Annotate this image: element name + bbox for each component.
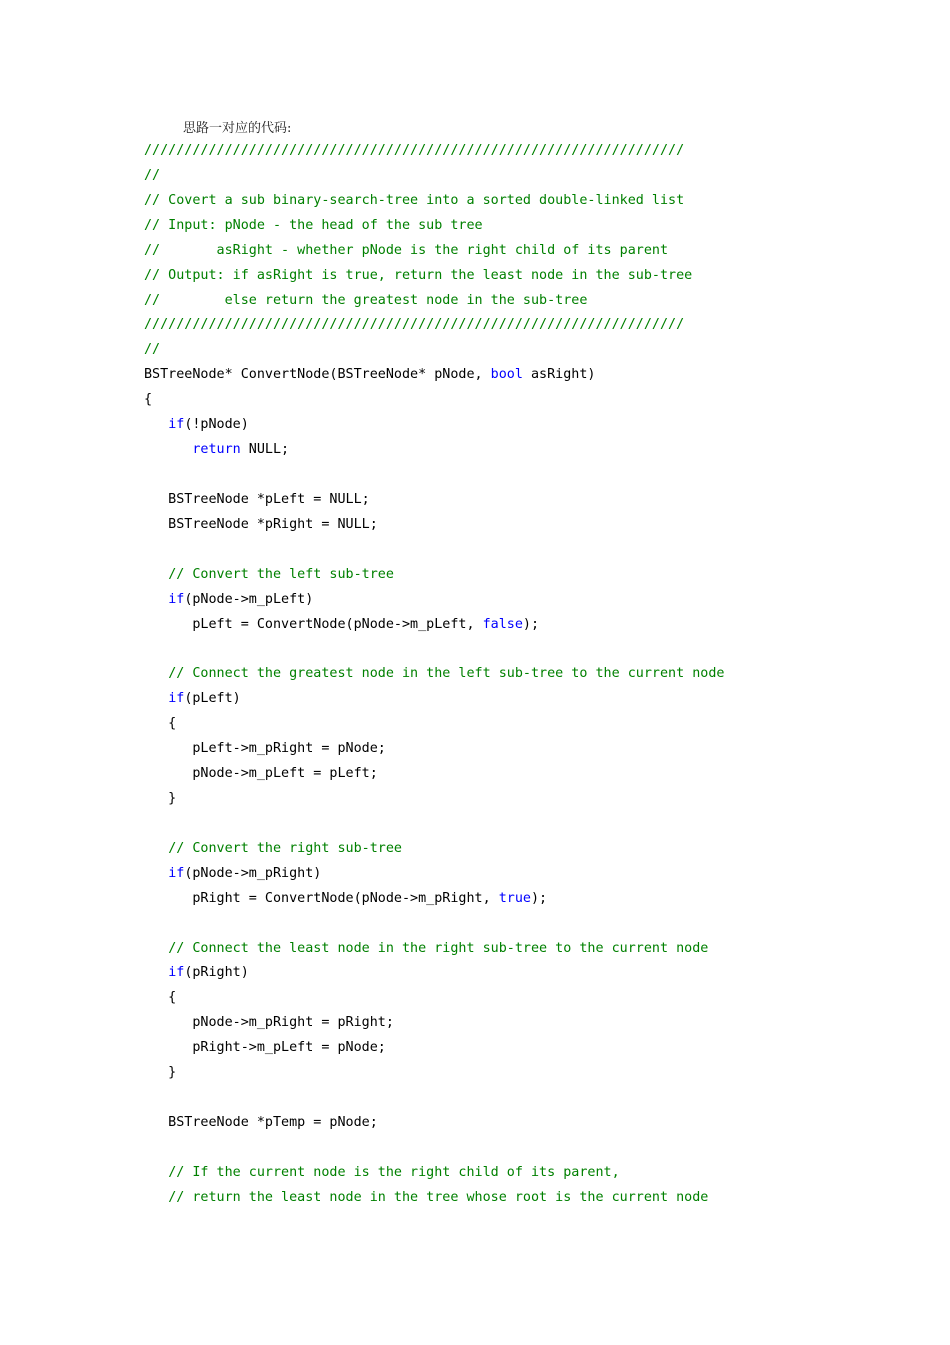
code-comment: ///////////////////////////////////////////////////////////////////	[144, 317, 685, 333]
code-line	[144, 563, 814, 588]
code-text: asRight)	[522, 367, 596, 383]
code-line	[144, 937, 814, 962]
code-text	[144, 1165, 168, 1180]
code-line	[144, 712, 814, 737]
code-comment: //	[144, 342, 161, 358]
code-keyword: if	[168, 691, 185, 707]
code-text: NULL;	[240, 442, 290, 458]
code-keyword: if	[168, 965, 185, 981]
code-line	[144, 463, 814, 488]
code-comment: //	[144, 167, 161, 183]
code-keyword: bool	[490, 367, 523, 383]
code-text: );	[530, 890, 548, 906]
code-text: pRight->m_pLeft = pNode;	[144, 1040, 386, 1056]
code-text	[144, 965, 168, 980]
code-text: pRight = ConvertNode(pNode->m_pRight,	[144, 890, 499, 906]
code-text	[144, 417, 168, 432]
code-line	[144, 239, 814, 264]
code-text	[144, 691, 168, 706]
code-comment: // return the least node in the tree whose root is the current node	[168, 1189, 709, 1205]
code-comment: // Convert the right sub-tree	[168, 840, 402, 856]
code-text: {	[144, 392, 153, 408]
code-line	[144, 837, 814, 862]
code-text	[144, 567, 168, 582]
code-line	[144, 1086, 814, 1111]
code-line	[144, 862, 814, 887]
code-line	[144, 214, 814, 239]
code-line	[144, 513, 814, 538]
code-keyword: true	[498, 890, 531, 906]
code-line	[144, 961, 814, 986]
code-text: pLeft = ConvertNode(pNode->m_pLeft,	[144, 616, 483, 632]
code-line	[144, 588, 814, 613]
code-comment: // Covert a sub binary-search-tree into a sorted double-linked list	[144, 192, 685, 208]
code-comment: // Input: pNode - the head of the sub tree	[144, 217, 483, 233]
code-line	[144, 1111, 814, 1136]
code-line	[144, 613, 814, 638]
code-text: BSTreeNode* ConvertNode(BSTreeNode* pNode,	[144, 367, 491, 383]
code-keyword: if	[168, 417, 185, 433]
code-text	[144, 841, 168, 856]
code-line	[144, 687, 814, 712]
code-line	[144, 388, 814, 413]
code-keyword: return	[192, 442, 241, 458]
code-line	[144, 488, 814, 513]
code-text	[144, 666, 168, 681]
code-comment: // asRight - whether pNode is the right child of its parent	[144, 242, 669, 258]
code-text	[144, 442, 192, 457]
code-line	[144, 313, 814, 338]
code-comment: // Output: if asRight is true, return the least node in the sub-tree	[144, 267, 693, 283]
intro-heading: 思路一对应的代码:	[183, 121, 292, 136]
code-text	[144, 941, 168, 956]
code-line	[144, 787, 814, 812]
code-line	[144, 1036, 814, 1061]
code-line	[144, 1061, 814, 1086]
code-text: (pNode->m_pLeft)	[184, 591, 314, 607]
code-text	[144, 592, 168, 607]
code-text: (pRight)	[184, 965, 249, 981]
code-line	[144, 1011, 814, 1036]
code-listing	[144, 139, 814, 1211]
code-text: BSTreeNode *pRight = NULL;	[144, 516, 378, 532]
code-line	[144, 1186, 814, 1211]
code-comment: // Connect the greatest node in the left sub-tree to the current node	[168, 666, 725, 682]
code-text: }	[144, 1065, 177, 1081]
code-line	[144, 264, 814, 289]
code-keyword: if	[168, 591, 185, 607]
code-line	[144, 438, 814, 463]
code-line	[144, 1161, 814, 1186]
code-comment: // Connect the least node in the right sub-tree to the current node	[168, 940, 709, 956]
code-text: );	[522, 616, 540, 632]
code-line	[144, 812, 814, 837]
code-keyword: if	[168, 865, 185, 881]
code-line	[144, 737, 814, 762]
code-text	[144, 1190, 168, 1205]
code-line	[144, 912, 814, 937]
code-text: pLeft->m_pRight = pNode;	[144, 741, 386, 757]
code-line	[144, 662, 814, 687]
code-text: (pNode->m_pRight)	[184, 865, 322, 881]
code-keyword: false	[482, 616, 523, 632]
code-line	[144, 189, 814, 214]
code-line	[144, 413, 814, 438]
code-text: pNode->m_pLeft = pLeft;	[144, 766, 378, 782]
code-line	[144, 637, 814, 662]
code-text	[144, 866, 168, 881]
code-text: pNode->m_pRight = pRight;	[144, 1015, 394, 1031]
code-line	[144, 338, 814, 363]
code-text: }	[144, 790, 177, 806]
code-line	[144, 1136, 814, 1161]
code-line	[144, 762, 814, 787]
code-line	[144, 986, 814, 1011]
code-line	[144, 887, 814, 912]
code-line	[144, 363, 814, 388]
code-text: (pLeft)	[184, 691, 241, 707]
code-text: BSTreeNode *pTemp = pNode;	[144, 1114, 378, 1130]
code-comment: ///////////////////////////////////////////////////////////////////	[144, 143, 685, 158]
code-comment: // else return the greatest node in the sub-tree	[144, 292, 588, 308]
code-comment: // Convert the left sub-tree	[168, 566, 394, 582]
code-line	[144, 289, 814, 314]
code-line	[144, 538, 814, 563]
code-text: {	[144, 990, 177, 1006]
code-line	[144, 164, 814, 189]
code-comment: // If the current node is the right child of its parent,	[168, 1164, 620, 1180]
code-text: {	[144, 716, 177, 732]
code-text: (!pNode)	[184, 417, 249, 433]
code-line	[144, 139, 814, 164]
code-text: BSTreeNode *pLeft = NULL;	[144, 491, 370, 507]
